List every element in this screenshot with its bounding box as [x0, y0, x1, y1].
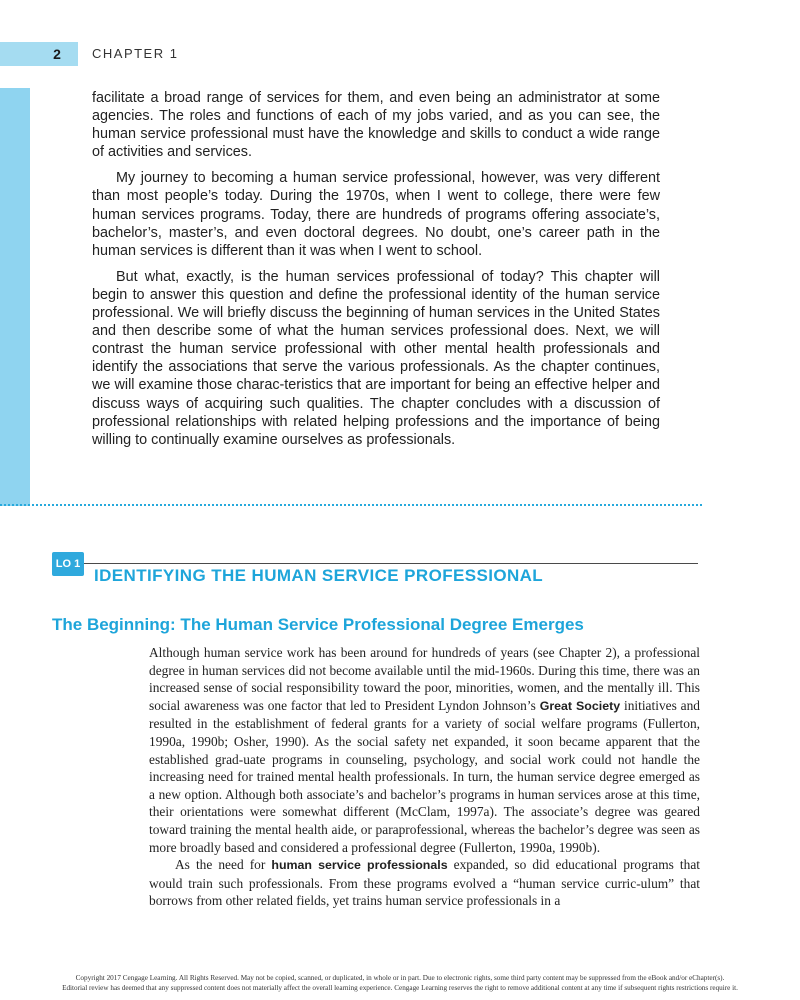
copyright-line: Copyright 2017 Cengage Learning. All Rights Reserved. May not be copied, scanned, or duplicated, in whole or in part. Due to electronic rights, some third party content may be suppressed from the eBook and/or eChapter(s). [75, 974, 725, 982]
dotted-divider [0, 504, 702, 506]
intro-text [92, 89, 660, 457]
intro-paragraph: My journey to becoming a human service professional, however, was very different than most people’s today. During the 1970s, when I went to college, there were few human services programs. Today, there are hundreds of programs offering associate’s, bachelor’s, master’s, and even doctoral degrees. No doubt, one’s career path in the human services is different than it was when I went to school. [92, 170, 660, 259]
body-text-run: Although human service work has been around for hundreds of years (see Chapter 2), a professional degree in human services did not become available until the mid-1960s. During this time, there was an increased sense of social responsibility toward the poor, minorities, women, and the mentally ill. This social awareness was one factor that led to President Lyndon Johnson’s [149, 645, 700, 713]
body-text-run: As the need for [175, 857, 272, 873]
key-term: human service professionals [271, 858, 448, 873]
section-heading: IDENTIFYING THE HUMAN SERVICE PROFESSIONAL [94, 566, 544, 585]
body-paragraph [149, 856, 700, 910]
body-text [149, 644, 700, 910]
body-text-run: expanded, so did educational programs that would train such professionals. From these programs evolved a “human service curric-ulum” that borrows from other related fields, yet trains human service professionals in a [149, 857, 700, 909]
learning-objective-badge: LO 1 [52, 552, 84, 576]
intro-paragraph: But what, exactly, is the human services professional of today? This chapter will begin to answer this question and define the professional identity of the human service professional. We will briefly discuss the beginning of human services in the United States and then describe some of what the human services professional does. Next, we will contrast the human service professional with other mental health professionals and identify the associations that serve the various professionals. As the chapter continues, we will examine those charac-teristics that are important for being an effective helper and discuss ways of acquiring such qualities. The chapter concludes with a discussion of professional relationships with related helping professions and the importance of being willing to continually examine ourselves as professionals. [92, 268, 660, 448]
key-term: Great Society [539, 698, 621, 713]
section-rule [84, 563, 698, 564]
chapter-label: CHAPTER 1 [92, 46, 179, 61]
intro-paragraph: facilitate a broad range of services for them, and even being an administrator at some agencies. The roles and functions of each of my jobs varied, and as you can see, the human service professional must have the knowledge and skills to conduct a wide range of activities and services. [92, 90, 660, 161]
page-number: 2 [53, 46, 61, 62]
subsection-heading: The Beginning: The Human Service Professional Degree Emerges [52, 615, 584, 634]
body-paragraph [149, 644, 700, 856]
body-text-run: initiatives and resulted in the establishment of federal grants for a variety of social welfare programs (Fullerton, 1990a, 1990b; Osher, 1990). As the social safety net expanded, it soon became apparent that the established grad-uate programs in counseling, psychology, and social work could not handle the increasing need for trained mental health professionals. In turn, the human service degree emerged as a new option. Although both associate’s and bachelor’s programs in human services arose at this time, their orientations were somewhat different (McClam, 1997a). The associate’s degree was geared toward training the mental health aide, or paraprofessional, whereas the bachelor’s degree was seen as more broadly based and considered a professional degree (Fullerton, 1990a, 1990b). [149, 697, 701, 855]
copyright-line: Editorial review has deemed that any suppressed content does not materially affect the overall learning experience. Cengage Learning reserves the right to remove additional content at any time if subsequent rights restrictions require it. [62, 983, 738, 992]
copyright-footer [0, 974, 800, 993]
side-accent-bar [0, 88, 30, 506]
